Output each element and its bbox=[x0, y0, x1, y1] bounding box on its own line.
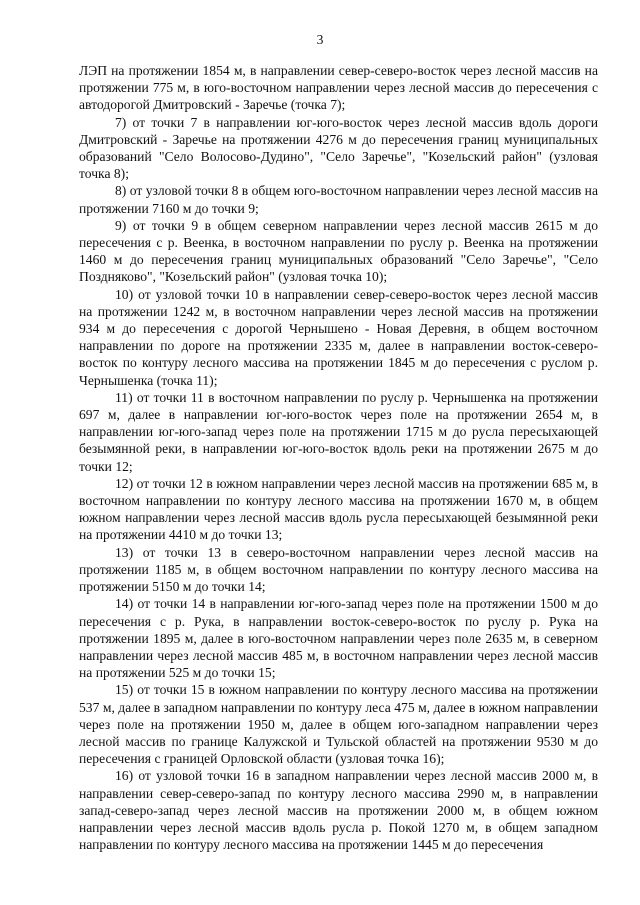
paragraph-item-15: 15) от точки 15 в южном направлении по контуру лесного массива на протяжении 537 м, далее в западном направлении по контуру леса 475 м, далее в южном направлении через поле на протяжении 1950 м, далее в общем юго-западном направлении через лесной массив по границе Калужской и Тульской областей на протяжении 9530 м до пересечения с границей Орловской области (узловая точка 16); bbox=[79, 682, 598, 767]
paragraph-item-16: 16) от узловой точки 16 в западном направлении через лесной массив 2000 м, в направлении север-северо-запад по контуру лесного массива 2990 м, в направлении запад-северо-запад через лесной массив на протяжении 2000 м, в общем южном направлении через лесной массив вдоль русла р. Покой 1270 м, в общем западном направлении по контуру лесного массива на протяжении 1445 м до пересечения bbox=[79, 768, 598, 853]
paragraph-item-10: 10) от узловой точки 10 в направлении север-северо-восток через лесной массив на протяжении 1242 м, в восточном направлении через лесной массив на протяжении 934 м до пересечения с дорогой Чернышено - Новая Деревня, в общем восточном направлении по дороге на протяжении 2335 м, далее в направлении восток-северо-восток по контуру лесного массива на протяжении 1845 м до пересечения с руслом р. Чернышенка (точка 11); bbox=[79, 286, 598, 388]
document-body bbox=[79, 62, 598, 853]
paragraph-continuation: ЛЭП на протяжении 1854 м, в направлении север-северо-восток через лесной массив на протяжении 775 м, в юго-восточном направлении через лесной массив до пересечения с автодорогой Дмитровский - Заречье (точка 7); bbox=[79, 63, 598, 113]
paragraph-item-7: 7) от точки 7 в направлении юг-юго-восток через лесной массив вдоль дороги Дмитровский - Заречье на протяжении 4276 м до пересечения границ муниципальных образований "Село Волосово-Дудино", "Село Заречье", "Козельский район" (узловая точка 8); bbox=[79, 114, 598, 182]
page-number: 3 bbox=[316, 32, 324, 47]
paragraph-item-8: 8) от узловой точки 8 в общем юго-восточном направлении через лесной массив на протяжении 7160 м до точки 9; bbox=[79, 183, 598, 216]
paragraph-item-9: 9) от точки 9 в общем северном направлении через лесной массив 2615 м до пересечения с р. Веенка, в восточном направлении по руслу р. Веенка на протяжении 1460 м до пересечения границ муниципальных образований "Село Заречье", "Село Поздняково", "Козельский район" (узловая точка 10); bbox=[79, 217, 598, 285]
paragraph-item-13: 13) от точки 13 в северо-восточном направлении через лесной массив на протяжении 1185 м, в общем восточном направлении по контуру лесного массива на протяжении 5150 м до точки 14; bbox=[79, 544, 598, 595]
paragraph-item-11: 11) от точки 11 в восточном направлении по руслу р. Чернышенка на протяжении 697 м, далее в направлении юг-юго-восток через поле на протяжении 2654 м, в направлении юг-юго-запад через поле на протяжении 1715 м до русла пересыхающей безымянной реки, в направлении юг-юго-восток вдоль реки на протяжении 2675 м до точки 12; bbox=[79, 389, 598, 474]
paragraph-item-12: 12) от точки 12 в южном направлении через лесной массив на протяжении 685 м, в восточном направлении по контуру лесного массива на протяжении 1670 м, в общем южном направлении через лесной массив вдоль русла пересыхающей безымянной реки на протяжении 4410 м до точки 13; bbox=[79, 475, 598, 543]
paragraph-item-14: 14) от точки 14 в направлении юг-юго-запад через поле на протяжении 1500 м до пересечения с р. Рука, в направлении восток-северо-восток по руслу р. Рука на протяжении 1895 м, далее в юго-восточном направлении через поле 2635 м, в северном направлении через лесной массив 485 м, в восточном направлении через лесной массив на протяжении 525 м до точки 15; bbox=[79, 596, 598, 681]
